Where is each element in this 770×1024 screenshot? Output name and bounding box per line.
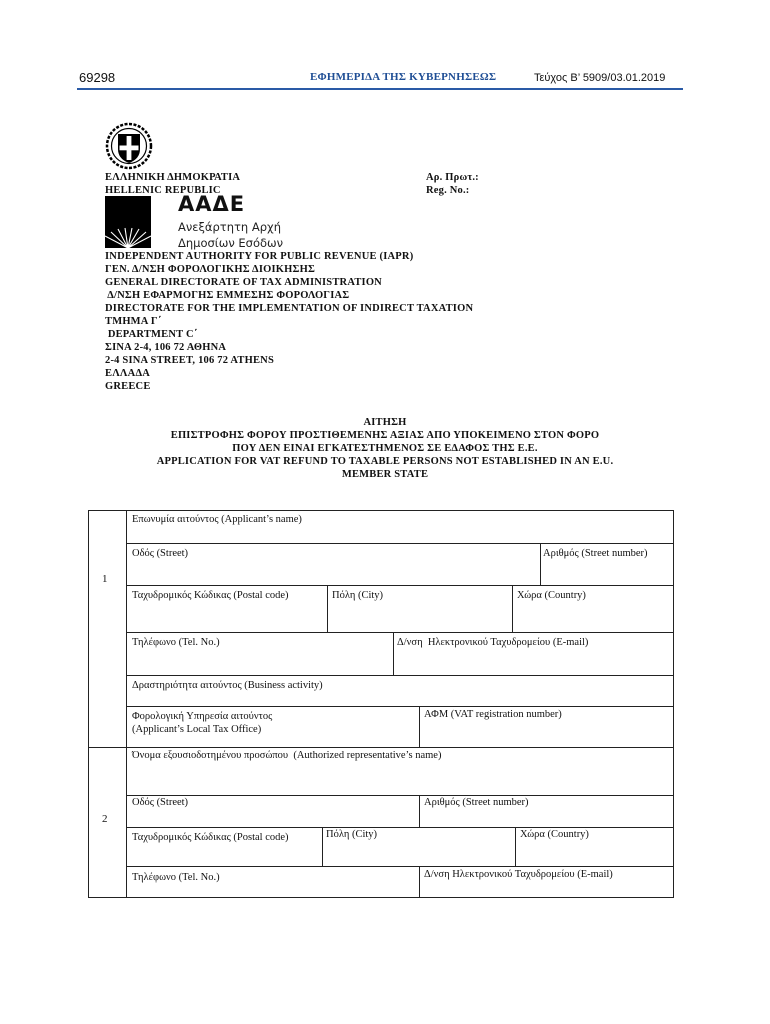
republic-en: HELLENIC REPUBLIC bbox=[105, 185, 221, 196]
address-line: GENERAL DIRECTORATE OF TAX ADMINISTRATION bbox=[105, 277, 382, 288]
republic-gr: ΕΛΛΗΝΙΚΗ ΔΗΜΟΚΡΑΤΙΑ bbox=[105, 172, 241, 183]
gazette-title: ΕΦΗΜΕΡΙΔΑ ΤΗΣ ΚΥΒΕΡΝΗΣΕΩΣ bbox=[310, 71, 497, 83]
address-line: Δ/ΝΣΗ ΕΦΑΡΜΟΓΗΣ ΕΜΜΕΣΗΣ ΦΟΡΟΛΟΓΙΑΣ bbox=[105, 290, 350, 301]
street-number-field[interactable]: Αριθμός (Street number) bbox=[543, 548, 648, 559]
section-number-1: 1 bbox=[102, 573, 108, 585]
address-line: DEPARTMENT C΄ bbox=[105, 329, 198, 340]
form-title-line: APPLICATION FOR VAT REFUND TO TAXABLE PERSONS NOT ESTABLISHED IN AN E.U. bbox=[156, 456, 614, 467]
vat-number-field[interactable]: ΑΦΜ (VAT registration number) bbox=[424, 709, 562, 720]
registration-number-label: Reg. No.: bbox=[426, 185, 470, 196]
rep-tel-field[interactable]: Τηλέφωνο (Tel. No.) bbox=[132, 872, 220, 883]
business-activity-field[interactable]: Δραστηριότητα αιτούντος (Business activity) bbox=[132, 680, 323, 691]
rep-postal-code-field[interactable]: Ταχυδρομικός Κώδικας (Postal code) bbox=[132, 832, 289, 843]
address-line: 2-4 SINA STREET, 106 72 ATHENS bbox=[105, 355, 274, 366]
form-title-line: MEMBER STATE bbox=[341, 469, 429, 480]
aade-logo-text: ΑΑΔΕ bbox=[178, 192, 246, 216]
address-line: ΕΛΛΑΔΑ bbox=[105, 368, 151, 379]
local-tax-office-field[interactable]: Φορολογική Υπηρεσία αιτούντος bbox=[132, 711, 273, 722]
form-title-line: ΕΠΙΣΤΡΟΦΗΣ ΦΟΡΟΥ ΠΡΟΣΤΙΘΕΜΕΝΗΣ ΑΞΙΑΣ ΑΠΟ ΥΠΟΚΕΙΜΕΝΟ ΣΤΟΝ ΦΟΡΟ bbox=[170, 430, 600, 441]
address-line: DIRECTORATE FOR THE IMPLEMENTATION OF INDIRECT TAXATION bbox=[105, 303, 474, 314]
greek-emblem-icon bbox=[104, 121, 154, 171]
applicant-name-field[interactable]: Επωνυμία αιτούντος (Applicant’s name) bbox=[132, 514, 302, 525]
rep-email-field[interactable]: Δ/νση Ηλεκτρονικού Ταχυδρομείου (E-mail) bbox=[424, 869, 613, 880]
form-title-line: ΠΟΥ ΔΕΝ ΕΙΝΑΙ ΕΓΚΑΤΕΣΤΗΜΕΝΟΣ ΣΕ ΕΔΑΦΟΣ ΤΗΣ Ε.Ε. bbox=[232, 443, 538, 454]
rep-country-field[interactable]: Χώρα (Country) bbox=[520, 829, 589, 840]
aade-subtitle-1: Ανεξάρτητη Αρχή bbox=[178, 220, 281, 234]
street-field[interactable]: Οδός (Street) bbox=[132, 548, 189, 559]
address-line: GREECE bbox=[105, 381, 151, 392]
address-line: ΣΙΝΑ 2-4, 106 72 ΑΘΗΝΑ bbox=[105, 342, 227, 353]
page-number: 69298 bbox=[79, 70, 116, 85]
aade-subtitle-2: Δημοσίων Εσόδων bbox=[178, 236, 284, 250]
address-line: INDEPENDENT AUTHORITY FOR PUBLIC REVENUE (IAPR) bbox=[105, 251, 414, 262]
representative-name-field[interactable]: Όνομα εξουσιοδοτημένου προσώπου (Authorized representative’s name) bbox=[132, 750, 442, 761]
address-line: ΤΜΗΜΑ Γ΄ bbox=[105, 316, 162, 327]
tel-field[interactable]: Τηλέφωνο (Tel. No.) bbox=[132, 637, 220, 648]
header-rule bbox=[77, 88, 683, 90]
email-field[interactable]: Δ/νση Ηλεκτρονικού Ταχυδρομείου (E-mail) bbox=[397, 637, 589, 648]
local-tax-office-field-en: (Applicant’s Local Tax Office) bbox=[132, 724, 262, 735]
city-field[interactable]: Πόλη (City) bbox=[332, 590, 384, 601]
protocol-number-label: Αρ. Πρωτ.: bbox=[426, 172, 479, 183]
aade-logo-icon bbox=[105, 196, 151, 248]
rep-street-field[interactable]: Οδός (Street) bbox=[132, 797, 189, 808]
address-line: ΓΕΝ. Δ/ΝΣΗ ΦΟΡΟΛΟΓΙΚΗΣ ΔΙΟΙΚΗΣΗΣ bbox=[105, 264, 316, 275]
issue-number: Τεύχος Β’ 5909/03.01.2019 bbox=[534, 72, 666, 84]
postal-code-field[interactable]: Ταχυδρομικός Κώδικας (Postal code) bbox=[132, 590, 289, 601]
rep-city-field[interactable]: Πόλη (City) bbox=[326, 829, 378, 840]
rep-street-number-field[interactable]: Αριθμός (Street number) bbox=[424, 797, 529, 808]
section-number-2: 2 bbox=[102, 813, 108, 825]
form-title: ΑΙΤΗΣΗ bbox=[363, 417, 407, 428]
country-field[interactable]: Χώρα (Country) bbox=[517, 590, 586, 601]
